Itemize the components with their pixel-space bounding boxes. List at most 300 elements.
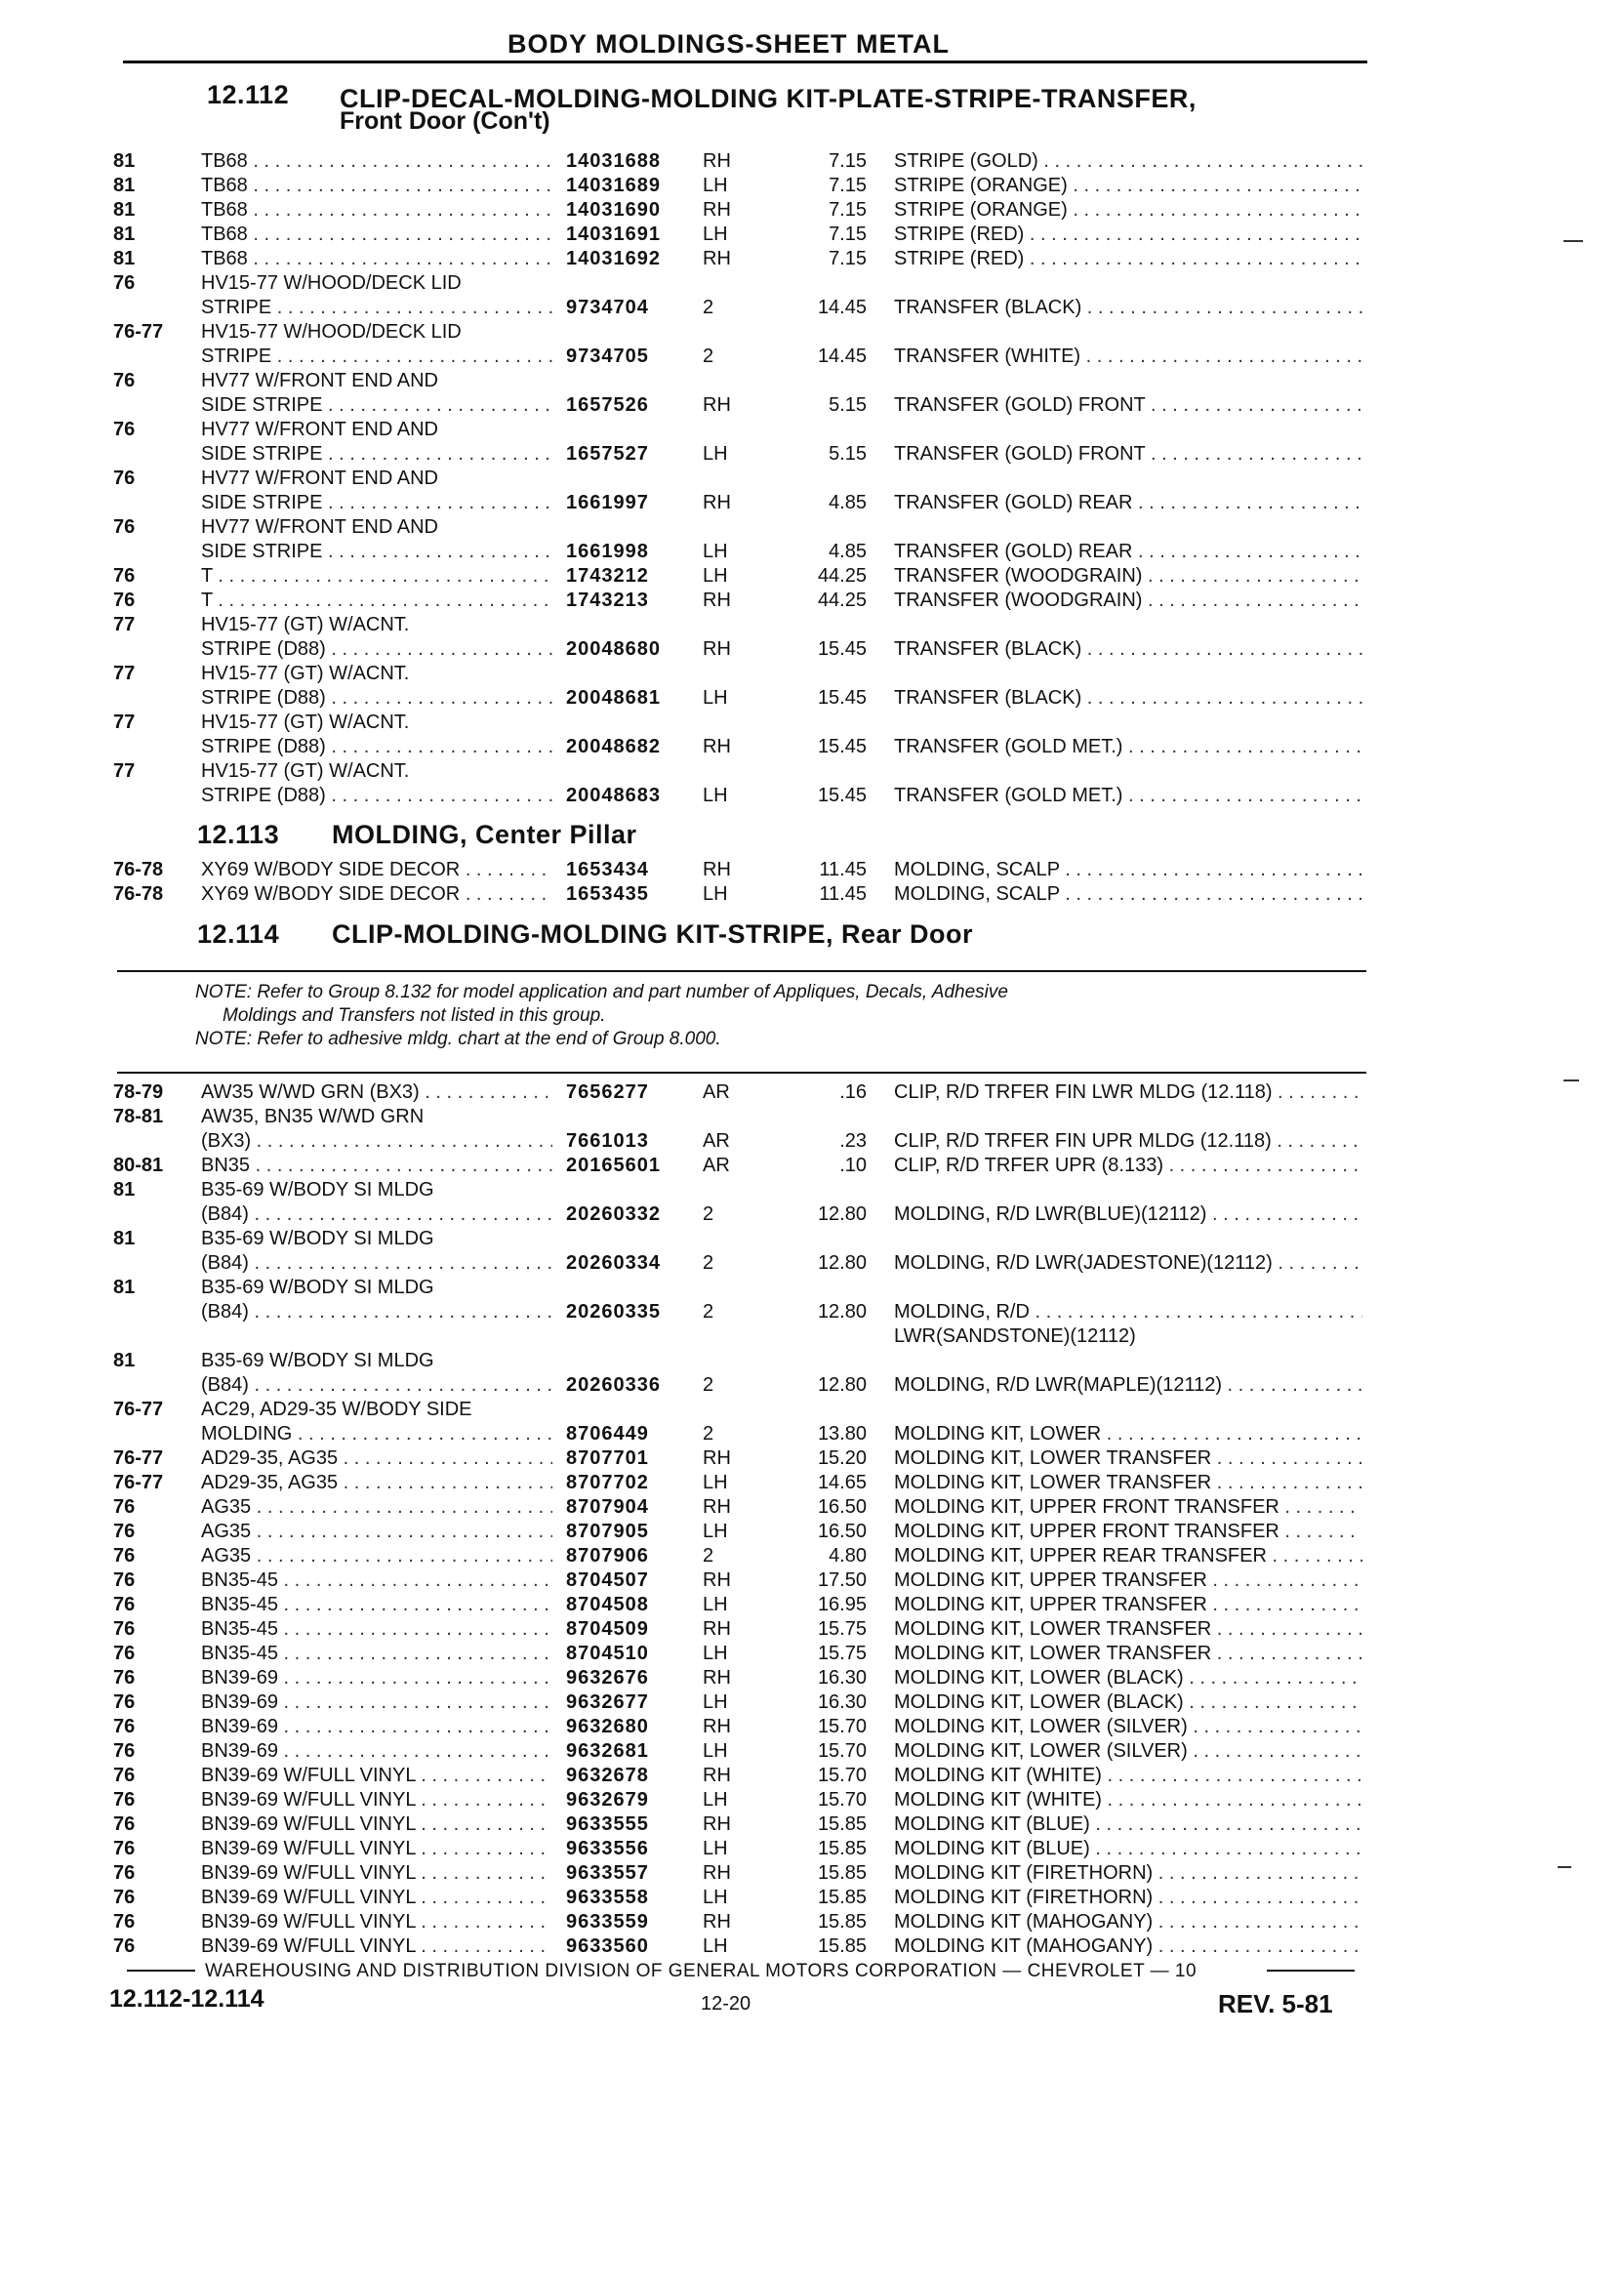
note-line-1: NOTE: Refer to Group 8.132 for model application and part number of Appliques, Decals, Adhesive	[195, 982, 1008, 1002]
year-range: 76	[113, 1643, 136, 1664]
part-name: TRANSFER (BLACK) . . .	[894, 636, 1362, 662]
model-description: BN39-69 . . .	[201, 1738, 552, 1764]
part-name: MOLDING KIT, UPPER FRONT TRANSFER . . .	[894, 1494, 1362, 1520]
part-name: MOLDING KIT, LOWER TRANSFER . . .	[894, 1641, 1362, 1666]
model-description: TB68 . . .	[201, 246, 552, 271]
model-description: STRIPE . . .	[201, 295, 552, 320]
model-description: XY69 W/BODY SIDE DECOR . . .	[201, 881, 552, 907]
table-row	[0, 344, 1624, 369]
part-number: 20260336	[566, 1374, 661, 1396]
part-name: TRANSFER (GOLD MET.) . . .	[894, 783, 1362, 808]
part-number: 1661998	[566, 541, 649, 562]
model-description: HV15-77 (GT) W/ACNT.	[201, 614, 410, 635]
model-description: AD29-35, AG35 . . .	[201, 1445, 552, 1471]
model-description: MOLDING . . .	[201, 1421, 552, 1446]
price: 5.15	[829, 443, 867, 465]
model-description: BN39-69 W/FULL VINYL . . .	[201, 1787, 552, 1812]
part-number: 1653434	[566, 859, 649, 880]
model-description: BN39-69 W/FULL VINYL . . .	[201, 1885, 552, 1910]
model-description: BN35 . . .	[201, 1153, 552, 1178]
model-description: BN39-69 . . .	[201, 1690, 552, 1715]
price: 11.45	[819, 859, 867, 880]
year-range: 76	[113, 1789, 136, 1811]
year-range: 76-77	[113, 1447, 164, 1469]
year-range: 76	[113, 370, 136, 391]
model-description: (B84) . . .	[201, 1201, 552, 1227]
quantity: RH	[703, 859, 731, 880]
part-number: 14031692	[566, 248, 661, 269]
table-row	[0, 636, 1624, 662]
part-name: LWR(SANDSTONE)(12112)	[894, 1325, 1136, 1347]
quantity: 2	[703, 297, 714, 318]
price: 44.25	[817, 565, 867, 587]
model-description: AG35 . . .	[201, 1494, 552, 1520]
year-range: 76	[113, 1496, 136, 1518]
table-row	[0, 1690, 1624, 1715]
table-row	[0, 857, 1624, 882]
part-name: TRANSFER (WOODGRAIN) . . .	[894, 588, 1362, 613]
year-range: 76	[113, 590, 136, 611]
price: 12.80	[817, 1252, 867, 1274]
quantity: LH	[703, 1740, 728, 1762]
part-name: MOLDING KIT (FIRETHORN) . . .	[894, 1860, 1362, 1886]
part-number: 9633558	[566, 1887, 649, 1908]
price: 16.95	[817, 1594, 867, 1615]
table-row	[0, 1372, 1624, 1398]
price: 15.75	[817, 1618, 867, 1640]
table-row	[0, 1104, 1624, 1129]
part-name: MOLDING KIT (MAHOGANY) . . .	[894, 1934, 1362, 1959]
table-row	[0, 1641, 1624, 1666]
model-description: HV15-77 (GT) W/ACNT.	[201, 760, 410, 782]
part-name: MOLDING KIT (FIRETHORN) . . .	[894, 1885, 1362, 1910]
price: 15.70	[817, 1740, 867, 1762]
quantity: LH	[703, 1521, 728, 1542]
price: 16.30	[817, 1667, 867, 1689]
part-number: 8704508	[566, 1594, 649, 1615]
part-name: MOLDING, R/D LWR(MAPLE)(12112) . . .	[894, 1372, 1362, 1398]
quantity: LH	[703, 785, 728, 806]
quantity: RH	[703, 248, 731, 269]
year-range: 81	[113, 224, 136, 245]
model-description: (B84) . . .	[201, 1299, 552, 1324]
quantity: LH	[703, 1643, 728, 1664]
table-row	[0, 1787, 1624, 1812]
table-row	[0, 1201, 1624, 1227]
quantity: 2	[703, 1545, 714, 1567]
quantity: RH	[703, 736, 731, 757]
model-description: BN39-69 W/FULL VINYL . . .	[201, 1909, 552, 1934]
table-row	[0, 1885, 1624, 1910]
notes-top-rule	[117, 970, 1366, 972]
year-range: 81	[113, 1179, 136, 1201]
table-row	[0, 1299, 1624, 1324]
part-name: TRANSFER (WOODGRAIN) . . .	[894, 563, 1362, 589]
part-number: 20048682	[566, 736, 661, 757]
table-row	[0, 734, 1624, 759]
table-row	[0, 490, 1624, 515]
table-row	[0, 417, 1624, 442]
price: 13.80	[817, 1423, 867, 1445]
year-range: 76	[113, 419, 136, 440]
table-row	[0, 1616, 1624, 1642]
table-row	[0, 1738, 1624, 1764]
part-name: MOLDING KIT (BLUE) . . .	[894, 1836, 1362, 1861]
model-description: BN35-45 . . .	[201, 1616, 552, 1642]
quantity: RH	[703, 1496, 731, 1518]
price: 17.50	[817, 1569, 867, 1591]
table-row	[0, 1909, 1624, 1934]
margin-mark	[1563, 240, 1583, 242]
part-number: 1657527	[566, 443, 649, 465]
model-description: HV15-77 (GT) W/ACNT.	[201, 712, 410, 733]
quantity: LH	[703, 175, 728, 196]
price: 14.45	[817, 346, 867, 367]
part-number: 9633560	[566, 1935, 649, 1957]
price: 15.85	[817, 1838, 867, 1859]
part-number: 9633556	[566, 1838, 649, 1859]
part-name: MOLDING KIT, LOWER . . .	[894, 1421, 1362, 1446]
table-row	[0, 1421, 1624, 1446]
part-name: STRIPE (RED) . . .	[894, 246, 1362, 271]
part-name: MOLDING, SCALP . . .	[894, 881, 1362, 907]
part-number: 8707905	[566, 1521, 649, 1542]
part-name: MOLDING KIT, LOWER TRANSFER . . .	[894, 1445, 1362, 1471]
table-row	[0, 1275, 1624, 1300]
quantity: LH	[703, 1691, 728, 1713]
price: 15.85	[817, 1813, 867, 1835]
part-name: STRIPE (RED) . . .	[894, 222, 1362, 247]
year-range: 76	[113, 1813, 136, 1835]
model-description: AW35 W/WD GRN (BX3) . . .	[201, 1079, 552, 1105]
price: 4.80	[829, 1545, 867, 1567]
part-name: MOLDING KIT (WHITE) . . .	[894, 1763, 1362, 1788]
part-name: TRANSFER (BLACK) . . .	[894, 295, 1362, 320]
year-range: 76	[113, 1716, 136, 1737]
table-row	[0, 1079, 1624, 1105]
part-name: TRANSFER (GOLD MET.) . . .	[894, 734, 1362, 759]
price: 15.70	[817, 1765, 867, 1786]
year-range: 76	[113, 1887, 136, 1908]
year-range: 76-77	[113, 1472, 164, 1493]
part-number: 9734704	[566, 297, 649, 318]
quantity: 2	[703, 1203, 714, 1225]
year-range: 76	[113, 1594, 136, 1615]
quantity: RH	[703, 1813, 731, 1835]
quantity: RH	[703, 1765, 731, 1786]
table-row	[0, 612, 1624, 637]
part-name: MOLDING, SCALP . . .	[894, 857, 1362, 882]
part-name: MOLDING KIT, LOWER (SILVER) . . .	[894, 1738, 1362, 1764]
quantity: 2	[703, 1252, 714, 1274]
price: 44.25	[817, 590, 867, 611]
quantity: LH	[703, 687, 728, 709]
table-row	[0, 270, 1624, 296]
part-name: MOLDING KIT, LOWER (SILVER) . . .	[894, 1714, 1362, 1739]
model-description: T . . .	[201, 563, 552, 589]
price: 15.85	[817, 1911, 867, 1933]
price: 4.85	[829, 492, 867, 513]
quantity: LH	[703, 883, 728, 905]
year-range: 76-78	[113, 859, 164, 880]
part-name: STRIPE (ORANGE) . . .	[894, 173, 1362, 198]
model-description: STRIPE (D88) . . .	[201, 783, 552, 808]
year-range: 76	[113, 1765, 136, 1786]
model-description: AW35, BN35 W/WD GRN	[201, 1106, 425, 1127]
price: 5.15	[829, 394, 867, 416]
part-number: 20165601	[566, 1155, 661, 1176]
model-description: AD29-35, AG35 . . .	[201, 1470, 552, 1495]
price: .10	[839, 1155, 867, 1176]
year-range: 76	[113, 1935, 136, 1957]
part-name: MOLDING, R/D . . .	[894, 1299, 1362, 1324]
price: 15.75	[817, 1643, 867, 1664]
model-description: TB68 . . .	[201, 173, 552, 198]
price: 7.15	[829, 248, 867, 269]
part-number: 8707906	[566, 1545, 649, 1567]
quantity: LH	[703, 443, 728, 465]
year-range: 77	[113, 663, 136, 684]
part-number: 9734705	[566, 346, 649, 367]
year-range: 76	[113, 565, 136, 587]
model-description: AC29, AD29-35 W/BODY SIDE	[201, 1399, 472, 1420]
part-number: 8707702	[566, 1472, 649, 1493]
part-number: 9632679	[566, 1789, 649, 1811]
part-number: 9632678	[566, 1765, 649, 1786]
model-description: BN35-45 . . .	[201, 1592, 552, 1617]
price: 7.15	[829, 150, 867, 172]
table-row	[0, 1714, 1624, 1739]
quantity: RH	[703, 1716, 731, 1737]
table-row	[0, 783, 1624, 808]
quantity: 2	[703, 1423, 714, 1445]
part-number: 1657526	[566, 394, 649, 416]
price: 15.85	[817, 1862, 867, 1884]
table-row	[0, 295, 1624, 320]
part-number: 1661997	[566, 492, 649, 513]
footer-page-number: 12-20	[701, 1993, 751, 2015]
model-description: BN35-45 . . .	[201, 1641, 552, 1666]
quantity: RH	[703, 1911, 731, 1933]
price: 15.70	[817, 1789, 867, 1811]
table-row	[0, 1226, 1624, 1251]
model-description: HV15-77 W/HOOD/DECK LID	[201, 272, 462, 294]
table-row	[0, 441, 1624, 467]
year-range: 81	[113, 150, 136, 172]
year-range: 78-79	[113, 1081, 164, 1103]
part-name: MOLDING KIT, LOWER (BLACK) . . .	[894, 1690, 1362, 1715]
table-row	[0, 1397, 1624, 1422]
model-description: B35-69 W/BODY SI MLDG	[201, 1228, 434, 1249]
year-range: 81	[113, 199, 136, 221]
model-description: BN39-69 W/FULL VINYL . . .	[201, 1934, 552, 1959]
quantity: RH	[703, 1667, 731, 1689]
year-range: 78-81	[113, 1106, 164, 1127]
price: 15.45	[817, 785, 867, 806]
quantity: AR	[703, 1130, 730, 1152]
year-range: 81	[113, 248, 136, 269]
table-row	[0, 685, 1624, 711]
part-name: MOLDING KIT, UPPER FRONT TRANSFER . . .	[894, 1519, 1362, 1544]
part-number: 9633555	[566, 1813, 649, 1835]
table-row	[0, 1128, 1624, 1154]
price: 16.50	[817, 1496, 867, 1518]
part-number: 8704509	[566, 1618, 649, 1640]
year-range: 76	[113, 1545, 136, 1567]
part-number: 9632677	[566, 1691, 649, 1713]
table-row	[0, 1494, 1624, 1520]
price: 7.15	[829, 175, 867, 196]
table-row	[0, 1153, 1624, 1178]
model-description: B35-69 W/BODY SI MLDG	[201, 1350, 434, 1371]
year-range: 76-77	[113, 1399, 164, 1420]
part-number: 14031690	[566, 199, 661, 221]
footer-rule-right	[1267, 1970, 1355, 1972]
notes-bottom-rule	[117, 1072, 1366, 1074]
part-number: 20048680	[566, 638, 661, 660]
model-description: STRIPE (D88) . . .	[201, 636, 552, 662]
model-description: TB68 . . .	[201, 197, 552, 223]
quantity: LH	[703, 224, 728, 245]
year-range: 76	[113, 516, 136, 538]
footer-publisher: WAREHOUSING AND DISTRIBUTION DIVISION OF GENERAL MOTORS CORPORATION — CHEVROLET — 10	[205, 1961, 1198, 1981]
part-number: 1743212	[566, 565, 649, 587]
quantity: RH	[703, 492, 731, 513]
price: 12.80	[817, 1203, 867, 1225]
part-name: MOLDING, R/D LWR(BLUE)(12112) . . .	[894, 1201, 1362, 1227]
year-range: 77	[113, 614, 136, 635]
part-number: 9633557	[566, 1862, 649, 1884]
year-range: 76	[113, 1911, 136, 1933]
table-row	[0, 1543, 1624, 1568]
price: 16.50	[817, 1521, 867, 1542]
table-row	[0, 222, 1624, 247]
table-row	[0, 1763, 1624, 1788]
part-number: 8707904	[566, 1496, 649, 1518]
part-number: 8704510	[566, 1643, 649, 1664]
quantity: LH	[703, 1935, 728, 1957]
price: 15.45	[817, 736, 867, 757]
part-name: MOLDING KIT, UPPER TRANSFER . . .	[894, 1592, 1362, 1617]
section-subtitle-12-112: Front Door (Con't)	[340, 107, 550, 135]
part-name: MOLDING KIT (WHITE) . . .	[894, 1787, 1362, 1812]
table-row	[0, 246, 1624, 271]
year-range: 77	[113, 760, 136, 782]
price: 14.65	[817, 1472, 867, 1493]
model-description: XY69 W/BODY SIDE DECOR . . .	[201, 857, 552, 882]
part-name: MOLDING KIT (MAHOGANY) . . .	[894, 1909, 1362, 1934]
quantity: RH	[703, 1862, 731, 1884]
year-range: 76	[113, 272, 136, 294]
price: 15.45	[817, 687, 867, 709]
model-description: B35-69 W/BODY SI MLDG	[201, 1179, 434, 1201]
model-description: SIDE STRIPE . . .	[201, 392, 552, 418]
part-name: STRIPE (ORANGE) . . .	[894, 197, 1362, 223]
price: 15.85	[817, 1887, 867, 1908]
table-row	[0, 197, 1624, 223]
model-description: BN39-69 W/FULL VINYL . . .	[201, 1860, 552, 1886]
year-range: 76	[113, 1862, 136, 1884]
quantity: AR	[703, 1081, 730, 1103]
part-name: TRANSFER (GOLD) FRONT . . .	[894, 441, 1362, 467]
part-number: 8704507	[566, 1569, 649, 1591]
part-number: 9632680	[566, 1716, 649, 1737]
margin-mark	[1563, 1079, 1579, 1081]
table-row	[0, 1568, 1624, 1593]
model-description: SIDE STRIPE . . .	[201, 490, 552, 515]
year-range: 76	[113, 1740, 136, 1762]
model-description: HV15-77 (GT) W/ACNT.	[201, 663, 410, 684]
model-description: STRIPE (D88) . . .	[201, 734, 552, 759]
year-range: 81	[113, 1350, 136, 1371]
table-row	[0, 392, 1624, 418]
price: 4.85	[829, 541, 867, 562]
footer-section-range: 12.112-12.114	[109, 1985, 264, 2013]
quantity: 2	[703, 1301, 714, 1323]
part-number: 9632681	[566, 1740, 649, 1762]
section-title-12-112: CLIP-DECAL-MOLDING-MOLDING KIT-PLATE-STRIPE-TRANSFER,	[340, 84, 1197, 113]
part-name: CLIP, R/D TRFER FIN UPR MLDG (12.118) . . .	[894, 1128, 1362, 1154]
part-number: 20260335	[566, 1301, 661, 1323]
part-number: 14031689	[566, 175, 661, 196]
table-row	[0, 514, 1624, 540]
table-row	[0, 1519, 1624, 1544]
table-row	[0, 1250, 1624, 1276]
model-description: STRIPE . . .	[201, 344, 552, 369]
model-description: SIDE STRIPE . . .	[201, 441, 552, 467]
price: 15.20	[817, 1447, 867, 1469]
table-row	[0, 881, 1624, 907]
quantity: LH	[703, 565, 728, 587]
quantity: LH	[703, 1472, 728, 1493]
part-name: MOLDING KIT (BLUE) . . .	[894, 1812, 1362, 1837]
note-line-2: Moldings and Transfers not listed in this group.	[223, 1005, 606, 1026]
year-range: 81	[113, 1277, 136, 1298]
table-row	[0, 319, 1624, 345]
price: 12.80	[817, 1374, 867, 1396]
table-row	[0, 563, 1624, 589]
quantity: LH	[703, 1887, 728, 1908]
table-row	[0, 1445, 1624, 1471]
year-range: 77	[113, 712, 136, 733]
model-description: BN39-69 W/FULL VINYL . . .	[201, 1812, 552, 1837]
year-range: 76-77	[113, 321, 164, 343]
table-row	[0, 148, 1624, 174]
table-row	[0, 1592, 1624, 1617]
page-header-title: BODY MOLDINGS-SHEET METAL	[508, 29, 951, 59]
section-title-12-113: MOLDING, Center Pillar	[332, 820, 637, 849]
part-name: TRANSFER (WHITE) . . .	[894, 344, 1362, 369]
part-number: 9633559	[566, 1911, 649, 1933]
year-range: 76	[113, 468, 136, 489]
table-row	[0, 1836, 1624, 1861]
quantity: 2	[703, 346, 714, 367]
section-title-12-114: CLIP-MOLDING-MOLDING KIT-STRIPE, Rear Door	[332, 919, 974, 949]
part-number: 20260332	[566, 1203, 661, 1225]
table-row	[0, 466, 1624, 491]
section-number-12-114: 12.114	[197, 919, 280, 949]
year-range: 81	[113, 1228, 136, 1249]
part-name: CLIP, R/D TRFER FIN LWR MLDG (12.118) . . .	[894, 1079, 1362, 1105]
part-name: CLIP, R/D TRFER UPR (8.133) . . .	[894, 1153, 1362, 1178]
model-description: AG35 . . .	[201, 1519, 552, 1544]
price: .23	[839, 1130, 867, 1152]
section-number-12-113: 12.113	[197, 820, 280, 849]
model-description: HV77 W/FRONT END AND	[201, 516, 438, 538]
model-description: TB68 . . .	[201, 148, 552, 174]
part-name: MOLDING KIT, UPPER TRANSFER . . .	[894, 1568, 1362, 1593]
table-row	[0, 588, 1624, 613]
